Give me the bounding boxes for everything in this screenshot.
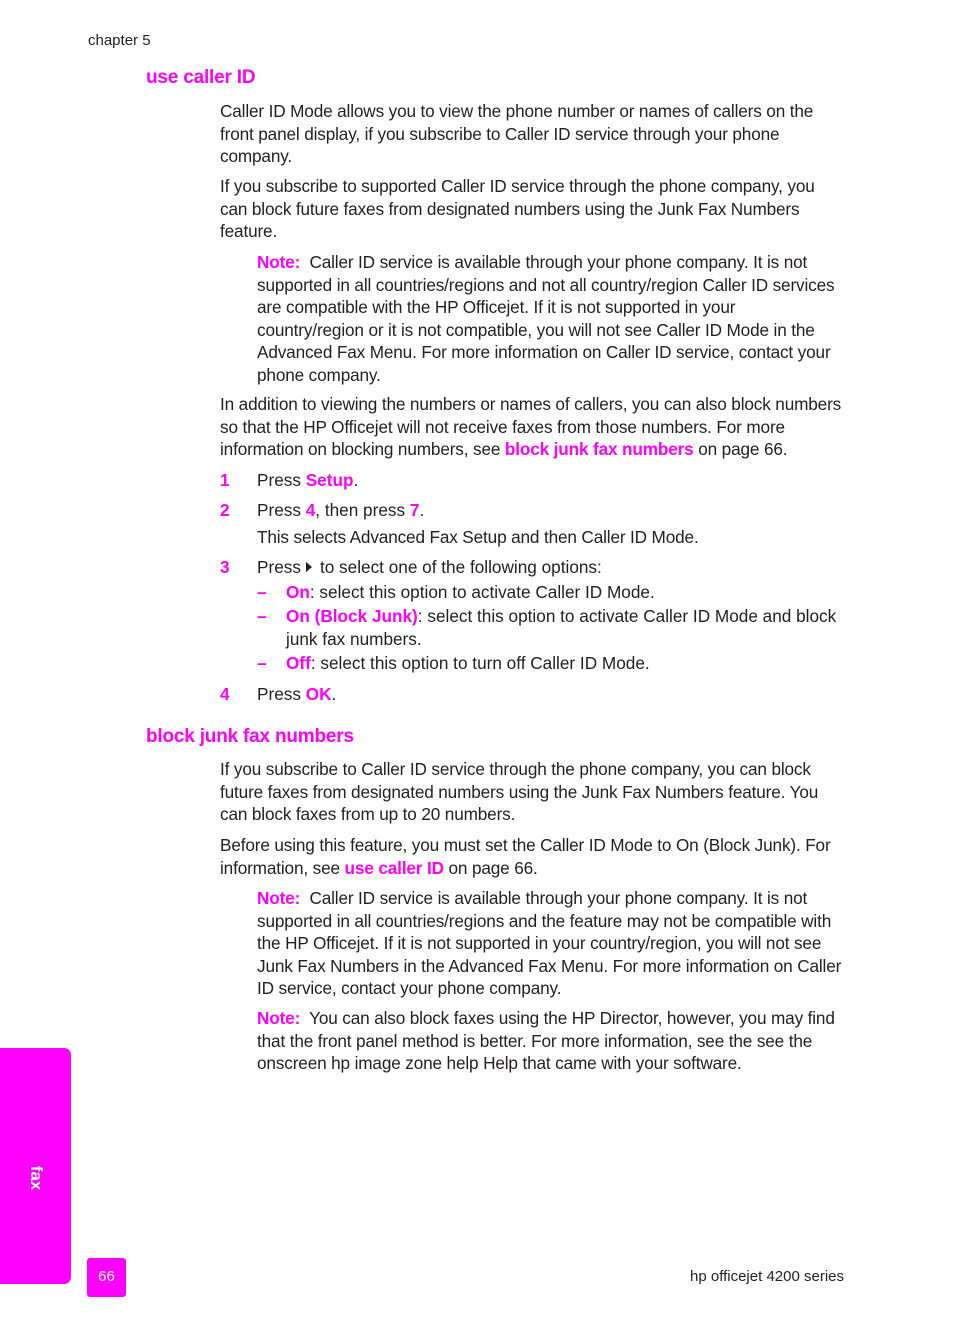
- step-text-post: .: [419, 500, 425, 520]
- option-label: On (Block Junk): [286, 606, 418, 626]
- right-arrow-icon: [306, 562, 312, 572]
- step-text-post: .: [353, 470, 359, 490]
- step-text: [257, 556, 845, 579]
- step-2-detail: This selects Advanced Fax Setup and then Caller ID Mode.: [257, 527, 699, 547]
- list-dash: –: [257, 606, 267, 626]
- note-text: Caller ID service is available through your phone company. It is not supported in all countries/regions and not all country/region Caller ID services are compatible with the HP Officejet. If it is not supported in your country/region or it is not compatible, you will not see Caller ID Mode in the Advanced Fax Menu. For more information on Caller ID service, contact your phone company.: [257, 252, 835, 385]
- note-label: Note:: [257, 252, 301, 272]
- chapter-label: chapter 5: [88, 32, 151, 49]
- step-text-post: .: [331, 684, 337, 704]
- note-text: You can also block faxes using the HP Director, however, you may find that the front panel method is better. For more information, see the see the onscreen hp image zone help Help that came with your software.: [257, 1008, 835, 1073]
- step-text-pre: Press: [257, 470, 301, 490]
- option-label: Off: [286, 653, 311, 673]
- option-description: : select this option to activate Caller ID Mode.: [309, 582, 655, 602]
- step-text-pre: Press: [257, 684, 301, 704]
- option-description: : select this option to activate Caller ID Mode and block junk fax numbers.: [286, 606, 837, 649]
- step-text: [257, 469, 845, 492]
- key-ok: OK: [305, 684, 332, 704]
- note: [257, 887, 845, 1000]
- option-text: [286, 652, 845, 675]
- section-title-block-junk-fax-numbers: block junk fax numbers: [146, 726, 354, 747]
- paragraph: If you subscribe to Caller ID service through the phone company, you can block future faxes from designated numbers using the Junk Fax Numbers feature. You can block faxes from up to 20 numbers.: [220, 759, 819, 824]
- link-use-caller-id[interactable]: use caller ID: [344, 857, 444, 878]
- note: [257, 251, 845, 386]
- paragraph: Caller ID Mode allows you to view the phone number or names of callers on the front panel display, if you subscribe to Caller ID service through your phone company.: [220, 101, 814, 166]
- note-label: Note:: [257, 888, 301, 908]
- option-text: [286, 581, 845, 604]
- step-number: 4: [220, 684, 230, 704]
- key-setup: Setup: [305, 470, 354, 490]
- note-label: Note:: [257, 1008, 301, 1028]
- paragraph-text-after: on page 66.: [448, 857, 538, 878]
- step-text: [257, 499, 845, 522]
- step-number: 3: [220, 557, 230, 577]
- step-text-pre: Press: [257, 500, 301, 520]
- note-text: Caller ID service is available through your phone company. It is not supported in all countries/regions and the feature may not be compatible with the HP Officejet. If it is not supported in your country/region, you will not see Junk Fax Numbers in the Advanced Fax Menu. For more information on Caller ID service, contact your phone company.: [257, 888, 842, 998]
- step-text-post: to select one of the following options:: [319, 557, 602, 577]
- footer-product-name: hp officejet 4200 series: [690, 1268, 844, 1285]
- option-text: [286, 605, 845, 650]
- step-number: 2: [220, 500, 230, 520]
- paragraph-text: In addition to viewing the numbers or names of callers, you can also block numbers so that the HP Officejet will not receive faxes from those numbers. For more information on blocking numbers, see: [220, 394, 842, 459]
- paragraph-text-after: on page 66.: [698, 439, 788, 459]
- list-dash: –: [257, 653, 267, 673]
- key-4: 4: [305, 500, 316, 520]
- list-dash: –: [257, 582, 267, 602]
- option-description: : select this option to turn off Caller ID Mode.: [310, 653, 650, 673]
- side-tab-label: fax: [27, 1165, 46, 1191]
- link-block-junk-fax-numbers[interactable]: block junk fax numbers: [504, 439, 694, 459]
- paragraph-text: Before using this feature, you must set the Caller ID Mode to On (Block Junk). For information, see: [220, 835, 831, 878]
- section-title-use-caller-id: use caller ID: [146, 67, 256, 88]
- key-7: 7: [409, 500, 420, 520]
- note: [257, 1007, 845, 1075]
- step-text: [257, 683, 845, 706]
- page-number: 66: [98, 1268, 115, 1285]
- step-text-mid: , then press: [315, 500, 406, 520]
- paragraph: If you subscribe to supported Caller ID service through the phone company, you can block future faxes from designated numbers using the Junk Fax Numbers feature.: [220, 176, 815, 241]
- step-text-pre: Press: [257, 557, 301, 577]
- option-label: On: [286, 582, 310, 602]
- paragraph: [220, 393, 845, 461]
- step-number: 1: [220, 470, 230, 490]
- paragraph: [220, 834, 845, 879]
